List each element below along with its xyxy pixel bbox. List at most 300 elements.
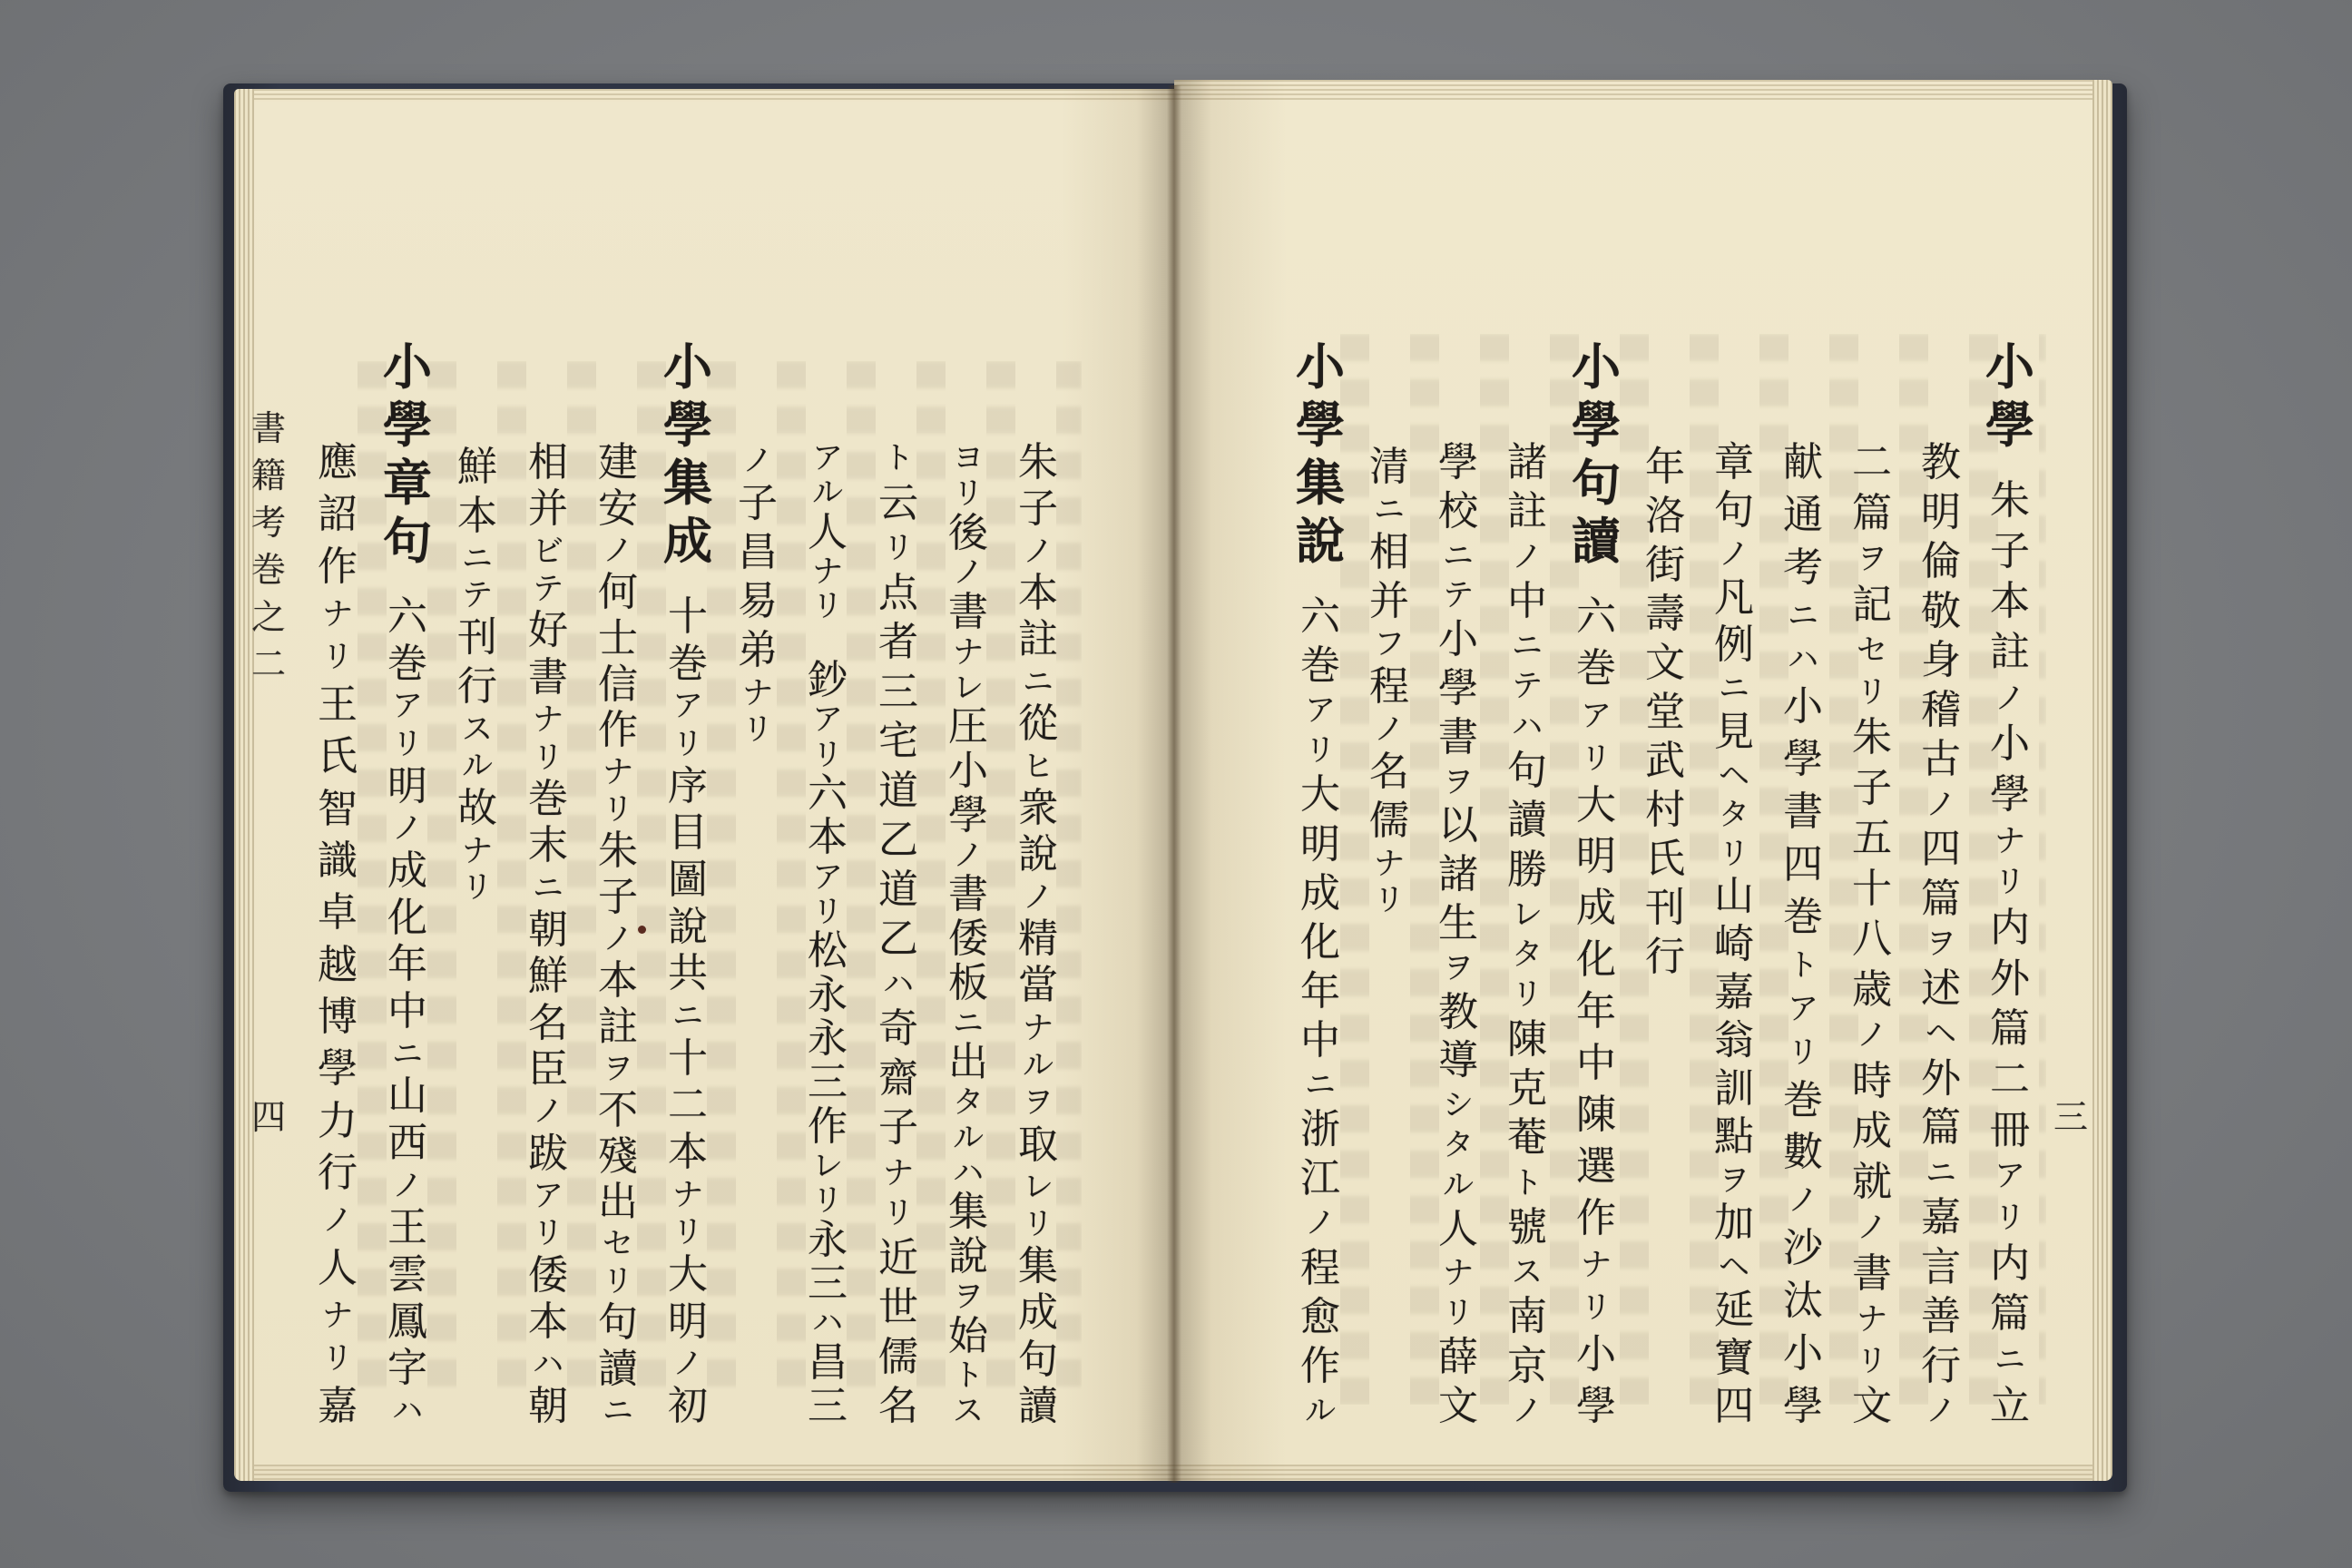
glyph: 生	[1438, 899, 1478, 946]
glyph: 成	[663, 512, 712, 570]
glyph: ヲ	[1719, 1161, 1749, 1199]
glyph: 大	[668, 1250, 708, 1298]
text-column	[1493, 439, 1562, 1429]
glyph: ノ	[953, 837, 984, 874]
glyph: 大	[1300, 771, 1340, 818]
glyph: 名	[1369, 749, 1409, 795]
glyph: 行	[1645, 934, 1685, 980]
glyph: 句	[1507, 747, 1547, 794]
glyph: ナ	[322, 1298, 353, 1335]
glyph: 相	[528, 439, 568, 485]
glyph: 學	[1438, 439, 1478, 485]
entry-text	[443, 443, 512, 906]
glyph: 文	[1438, 1382, 1478, 1429]
glyph: 中	[1576, 1039, 1616, 1086]
glyph: テ	[1443, 577, 1474, 614]
glyph: 嘉	[1921, 1194, 1961, 1240]
glyph: 子	[1018, 485, 1058, 533]
glyph: 始	[948, 1312, 988, 1359]
glyph: 諸	[1438, 851, 1478, 898]
glyph: 朱	[1852, 714, 1892, 760]
glyph: 程	[1300, 1244, 1340, 1291]
glyph: 識	[318, 837, 358, 884]
glyph: 圖	[668, 856, 708, 903]
glyph: リ	[533, 1215, 564, 1252]
glyph: 小	[1296, 338, 1345, 396]
glyph: 教	[1438, 988, 1478, 1035]
glyph: 中	[1507, 577, 1547, 624]
glyph: 寶	[1714, 1334, 1754, 1381]
glyph: 學	[1985, 396, 2034, 454]
glyph: 士	[598, 614, 638, 662]
glyph: 作	[598, 707, 638, 754]
glyph: 中	[1300, 1016, 1340, 1063]
glyph: 學	[318, 1045, 358, 1093]
glyph: 倭	[528, 1251, 568, 1298]
glyph: リ	[953, 475, 984, 512]
text-column	[1769, 439, 1838, 1429]
glyph: 儒	[878, 1333, 918, 1380]
glyph: 人	[808, 508, 848, 555]
glyph: 書	[1783, 789, 1823, 836]
glyph: 八	[1852, 916, 1892, 962]
glyph: 氏	[1645, 836, 1685, 882]
glyph: ヨ	[953, 440, 984, 476]
glyph: 稽	[1921, 686, 1961, 733]
glyph: ナ	[1857, 1301, 1887, 1338]
glyph: 出	[948, 1039, 988, 1086]
glyph: ノ	[392, 1167, 423, 1204]
glyph: ア	[1994, 1158, 2025, 1195]
text-column	[723, 443, 792, 748]
glyph: ノ	[1374, 711, 1405, 748]
glyph: 註	[1507, 488, 1547, 535]
glyph: 身	[1921, 637, 1961, 683]
glyph: 陳	[1576, 1091, 1616, 1138]
glyph: リ	[1788, 1034, 1818, 1071]
glyph: 句	[598, 1299, 638, 1347]
glyph: 三	[2053, 1097, 2088, 1137]
glyph: ナ	[742, 675, 773, 711]
glyph: 博	[318, 993, 358, 1040]
glyph: レ	[1023, 1169, 1054, 1206]
glyph: ヲ	[1926, 926, 1956, 962]
glyph: 人	[1438, 1205, 1478, 1252]
glyph: ル	[1305, 1392, 1336, 1429]
glyph: ハ	[1512, 708, 1543, 745]
glyph: ノ	[1994, 680, 2025, 717]
glyph: リ	[603, 791, 633, 828]
text-column	[1700, 439, 1769, 1429]
glyph: リ	[1512, 976, 1543, 1014]
glyph: 小	[1572, 338, 1621, 396]
glyph: 成	[387, 847, 427, 894]
glyph: ア	[812, 858, 843, 896]
glyph: ナ	[883, 1154, 914, 1191]
glyph: 集	[1296, 454, 1345, 512]
glyph: 歳	[1852, 965, 1892, 1013]
glyph: 子	[1852, 764, 1892, 811]
glyph: ノ	[1023, 878, 1054, 916]
glyph: 六	[808, 769, 848, 817]
glyph: ノ	[392, 810, 423, 848]
glyph: 目	[668, 809, 708, 857]
glyph: 朱	[598, 828, 638, 875]
glyph: ノ	[1305, 1205, 1336, 1242]
glyph: 詔	[318, 491, 358, 538]
text-column	[793, 440, 862, 1429]
glyph: 明	[1921, 488, 1961, 535]
glyph: 武	[1645, 738, 1685, 784]
glyph: 巻	[528, 775, 568, 822]
glyph: 人	[318, 1244, 358, 1291]
text-column	[303, 439, 372, 1429]
glyph: リ	[1305, 732, 1336, 769]
glyph: リ	[1443, 1295, 1474, 1332]
glyph: ノ	[953, 554, 984, 592]
glyph: ノ	[1023, 533, 1054, 570]
glyph: 鈔	[808, 656, 848, 703]
entry-text	[1286, 593, 1355, 1429]
glyph: 二	[1990, 1056, 2030, 1103]
text-column	[1562, 338, 1631, 1429]
glyph: ノ	[1788, 1182, 1818, 1220]
glyph: 五	[1852, 815, 1892, 861]
glyph: ノ	[1926, 786, 1956, 823]
glyph: タ	[953, 1084, 984, 1121]
glyph: リ	[1994, 864, 2025, 901]
glyph: ト	[1512, 1164, 1543, 1201]
glyph: 薛	[1438, 1333, 1478, 1380]
entry-text	[723, 443, 792, 748]
entry-text	[1424, 439, 1493, 1429]
glyph: 說	[668, 903, 708, 950]
glyph: 外	[1921, 1054, 1961, 1102]
glyph: 朝	[528, 1382, 568, 1429]
glyph: 南	[1507, 1293, 1547, 1340]
entry-heading	[1975, 338, 2044, 454]
glyph: 篇	[1921, 1104, 1961, 1151]
glyph: 氏	[318, 733, 358, 780]
glyph: 學	[1572, 396, 1621, 454]
glyph: ス	[462, 711, 493, 748]
glyph: 克	[1507, 1064, 1547, 1112]
glyph: 字	[387, 1345, 427, 1392]
glyph: レ	[1512, 896, 1543, 933]
glyph: ナ	[533, 701, 564, 739]
glyph: ニ	[1788, 597, 1818, 634]
glyph: ノ	[1926, 1393, 1956, 1429]
glyph: 記	[1852, 581, 1892, 628]
glyph: 學	[1296, 396, 1345, 454]
text-column	[1355, 443, 1424, 918]
glyph: 行	[1921, 1342, 1961, 1389]
glyph: 儒	[1369, 798, 1409, 844]
glyph: 力	[318, 1097, 358, 1144]
glyph: 中	[387, 987, 427, 1034]
glyph: 名	[878, 1383, 918, 1429]
glyph: ニ	[1994, 1342, 2025, 1379]
glyph: 書	[250, 408, 286, 448]
glyph: ト	[953, 1357, 984, 1395]
glyph: 文	[1852, 1383, 1892, 1429]
glyph: 年	[1300, 967, 1340, 1014]
glyph: ニ	[392, 1035, 423, 1073]
glyph: ア	[672, 688, 703, 725]
glyph: ス	[953, 1393, 984, 1429]
glyph: 讀	[1507, 797, 1547, 844]
glyph: 并	[528, 485, 568, 533]
glyph: リ	[1581, 1289, 1612, 1327]
glyph: 成	[1018, 1289, 1058, 1337]
glyph: 易	[738, 578, 778, 624]
glyph: テ	[1512, 668, 1543, 705]
glyph: 并	[1369, 578, 1409, 624]
glyph: 二	[1852, 439, 1892, 485]
glyph: 智	[318, 785, 358, 832]
glyph: 取	[1018, 1121, 1058, 1168]
glyph: 註	[1018, 616, 1058, 663]
glyph: 說	[1296, 512, 1345, 570]
glyph: 本	[457, 493, 497, 539]
entry-text	[373, 593, 442, 1429]
text-column	[1838, 439, 1906, 1429]
glyph: 三	[808, 1382, 848, 1429]
glyph: 考	[250, 503, 286, 543]
entry-text	[1355, 443, 1424, 918]
glyph: リ	[1857, 1342, 1887, 1379]
glyph: 註	[1990, 629, 2030, 676]
glyph: 四	[1783, 841, 1823, 888]
glyph: ナ	[1374, 846, 1405, 882]
glyph: 松	[808, 927, 848, 975]
glyph: ニ	[1023, 663, 1054, 701]
glyph: 嘉	[1714, 969, 1754, 1016]
glyph: 近	[878, 1234, 918, 1281]
entry-text	[793, 440, 862, 1429]
glyph: 學	[948, 791, 988, 838]
glyph: リ	[392, 725, 423, 762]
glyph: 街	[1645, 542, 1685, 588]
glyph: 章	[383, 454, 432, 512]
glyph: 明	[387, 762, 427, 809]
glyph: タ	[1512, 936, 1543, 974]
glyph: 化	[1576, 936, 1616, 984]
glyph: 巻	[250, 550, 286, 590]
glyph: 鳳	[387, 1298, 427, 1345]
entry-text	[303, 439, 372, 1429]
glyph: 汰	[1783, 1278, 1823, 1325]
glyph: 化	[1300, 918, 1340, 965]
entry-text	[1838, 439, 1906, 1429]
glyph: 壽	[1645, 591, 1685, 637]
glyph: ル	[953, 1119, 984, 1156]
glyph: ル	[812, 475, 843, 512]
glyph: 道	[878, 767, 918, 814]
glyph: リ	[812, 893, 843, 930]
glyph: 臣	[528, 1046, 568, 1093]
glyph: 山	[1714, 873, 1754, 920]
glyph: ナ	[462, 833, 493, 869]
glyph: 洛	[1645, 493, 1685, 539]
glyph: ヘ	[1719, 757, 1749, 794]
glyph: ナ	[812, 553, 843, 590]
glyph: 篇	[1990, 1290, 2030, 1338]
entry-text	[1562, 593, 1631, 1429]
glyph: リ	[742, 711, 773, 748]
glyph: 板	[948, 959, 988, 1006]
glyph: 年	[1645, 444, 1685, 490]
glyph: 選	[1576, 1142, 1616, 1190]
glyph: 朱	[1990, 477, 2030, 524]
glyph: ア	[1788, 990, 1818, 1027]
glyph: 王	[318, 681, 358, 728]
glyph: 當	[1018, 962, 1058, 1009]
glyph: 卓	[318, 889, 358, 936]
glyph: リ	[1857, 673, 1887, 710]
glyph: 通	[1783, 491, 1823, 538]
glyph: 見	[1714, 709, 1754, 756]
glyph: 訓	[1714, 1064, 1754, 1112]
glyph: 學	[1783, 736, 1823, 783]
glyph: セ	[603, 1226, 633, 1263]
glyph: 作	[808, 1102, 848, 1150]
glyph: ナ	[953, 633, 984, 671]
glyph: 說	[1018, 831, 1058, 878]
glyph: 行	[318, 1150, 358, 1197]
entry-text	[583, 439, 652, 1429]
glyph: ビ	[533, 533, 564, 570]
glyph: 學	[1438, 664, 1478, 711]
glyph: 倭	[948, 916, 988, 962]
glyph: ノ	[1857, 1210, 1887, 1246]
glyph: 王	[387, 1204, 427, 1251]
glyph: 献	[1783, 439, 1823, 485]
glyph: 村	[1645, 787, 1685, 833]
glyph: 子	[1990, 527, 2030, 574]
glyph: 諸	[1507, 439, 1547, 485]
glyph: リ	[812, 588, 843, 625]
glyph: ア	[1305, 692, 1336, 730]
glyph: ニ	[1305, 1067, 1336, 1104]
glyph: 陳	[1507, 1015, 1547, 1063]
glyph: リ	[462, 869, 493, 906]
glyph: ノ	[533, 1093, 564, 1131]
glyph: 者	[878, 619, 918, 665]
glyph: ヲ	[953, 1278, 984, 1315]
glyph: 衆	[1018, 784, 1058, 831]
folio-number	[241, 1093, 296, 1141]
glyph: 四	[1921, 826, 1961, 872]
glyph: 刊	[457, 614, 497, 661]
glyph: ヲ	[603, 1050, 633, 1087]
glyph: 世	[878, 1284, 918, 1330]
glyph: タ	[1719, 796, 1749, 833]
left-page	[234, 89, 1174, 1481]
glyph: 學	[1783, 1382, 1823, 1429]
glyph: 点	[878, 569, 918, 616]
glyph: 書	[948, 871, 988, 918]
glyph: 崎	[1714, 921, 1754, 968]
glyph: 不	[598, 1086, 638, 1133]
glyph: 凡	[1714, 573, 1754, 621]
text-column	[514, 439, 583, 1429]
glyph: リ	[1994, 1200, 2025, 1237]
text-column	[1424, 439, 1493, 1429]
glyph: 書	[948, 589, 988, 635]
glyph: ノ	[1512, 538, 1543, 575]
text-column	[653, 338, 722, 1429]
glyph: 號	[1507, 1203, 1547, 1250]
glyph: リ	[812, 736, 843, 773]
glyph: 敬	[1921, 587, 1961, 634]
glyph: リ	[1581, 740, 1612, 777]
glyph: ト	[1788, 946, 1818, 984]
glyph: 加	[1714, 1200, 1754, 1247]
glyph: ノ	[1857, 1017, 1887, 1054]
glyph: 西	[387, 1119, 427, 1166]
glyph: ヲ	[1443, 949, 1474, 986]
glyph: 子	[598, 874, 638, 921]
glyph: ヒ	[1023, 748, 1054, 785]
glyph: リ	[672, 1214, 703, 1251]
glyph: 雲	[387, 1250, 427, 1298]
glyph: 小	[948, 748, 988, 794]
glyph: 巻	[668, 640, 708, 687]
glyph: 齋	[878, 1054, 918, 1102]
glyph: 菴	[1507, 1114, 1547, 1161]
glyph: ノ	[322, 1202, 353, 1240]
glyph: ア	[392, 688, 423, 725]
glyph: 巻	[1576, 644, 1616, 691]
glyph: 四	[250, 1097, 286, 1137]
entry-text	[1906, 439, 1975, 1429]
glyph: 名	[528, 999, 568, 1046]
glyph: ヘ	[1719, 1249, 1749, 1286]
glyph: ノ	[1512, 1392, 1543, 1429]
glyph: 三	[808, 1059, 848, 1106]
glyph: 言	[1921, 1243, 1961, 1290]
glyph: 鮮	[457, 444, 497, 490]
entry-text	[1004, 439, 1073, 1429]
glyph: 集	[948, 1189, 988, 1236]
glyph: 清	[1369, 444, 1409, 490]
glyph: 教	[1921, 439, 1961, 485]
glyph: 六	[1576, 593, 1616, 640]
glyph: 昌	[808, 1338, 848, 1386]
glyph: 之	[250, 597, 286, 637]
glyph: ニ	[1512, 628, 1543, 665]
glyph: 小	[1438, 616, 1478, 663]
glyph: 小	[1576, 1331, 1616, 1378]
glyph: ハ	[533, 1346, 564, 1383]
entry-text	[514, 439, 583, 1429]
glyph: 圧	[948, 703, 988, 750]
glyph: ヲ	[1023, 1084, 1054, 1122]
glyph: 述	[1921, 965, 1961, 1012]
glyph: 六	[1300, 593, 1340, 640]
glyph: 精	[1018, 915, 1058, 962]
text-column	[934, 440, 1003, 1429]
glyph: 例	[1714, 622, 1754, 669]
glyph: 小	[1990, 720, 2030, 768]
glyph: 行	[457, 663, 497, 710]
glyph: リ	[1719, 835, 1749, 872]
glyph: リ	[1023, 1206, 1054, 1243]
glyph: ニ	[1926, 1154, 1956, 1191]
text-column	[1906, 439, 1975, 1429]
glyph: ナ	[1443, 1255, 1474, 1292]
